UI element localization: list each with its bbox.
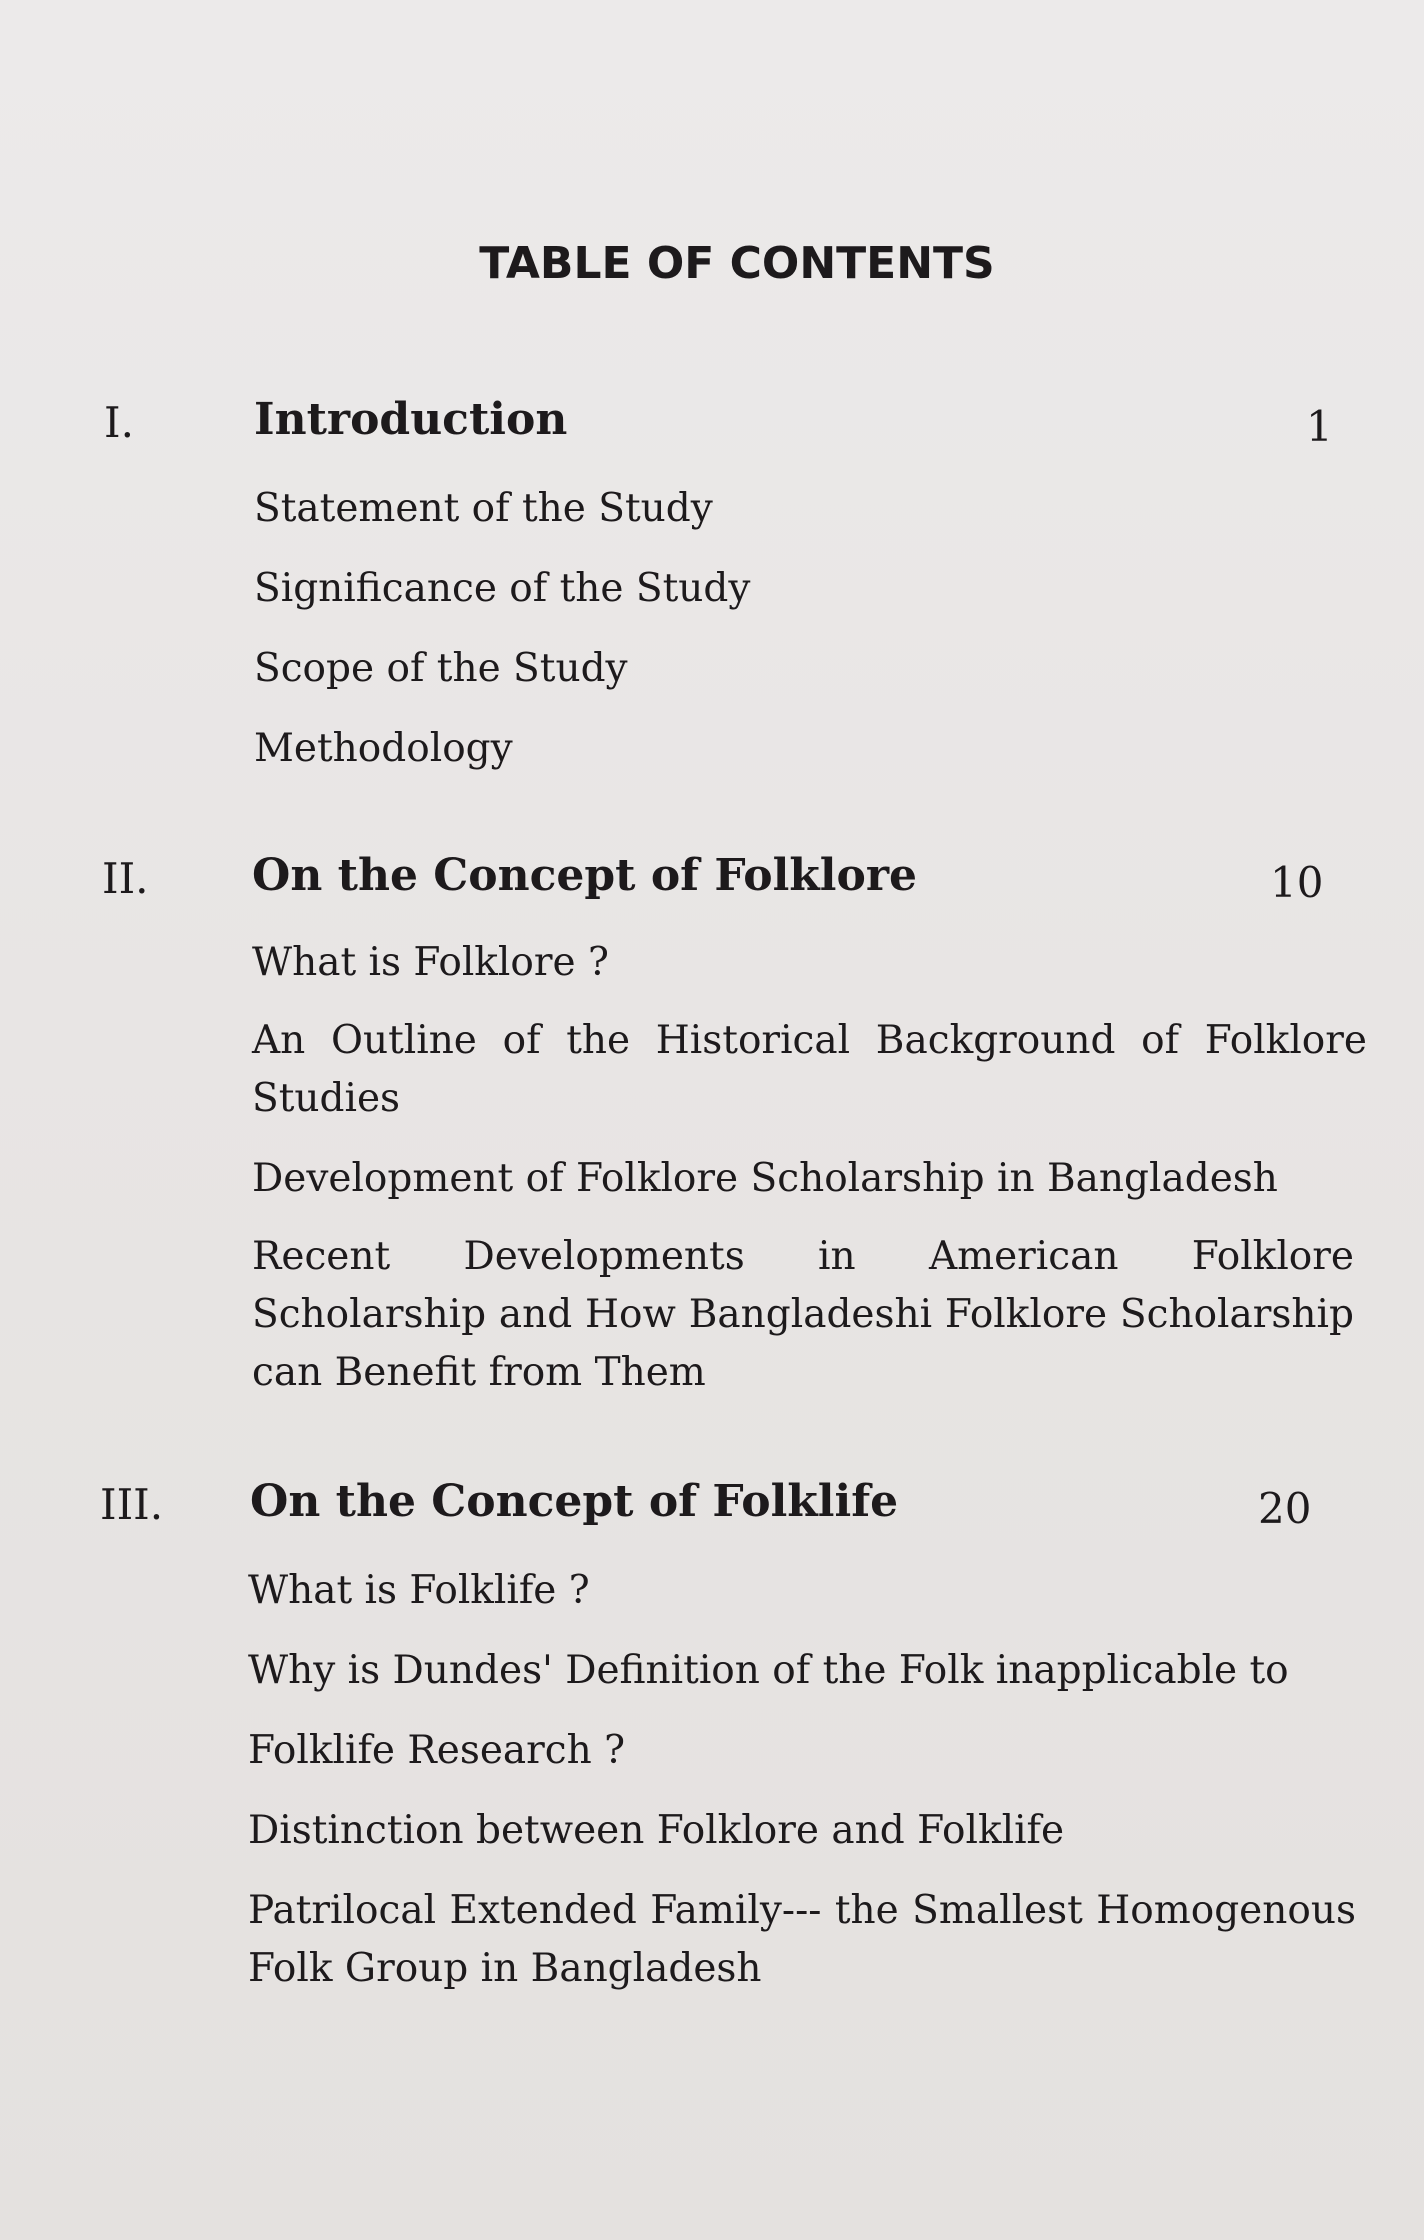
chapter-title: Introduction [254,394,568,445]
chapter-page-number: 1 [1306,402,1333,451]
toc-entry: Distinction between Folklore and Folklife [248,1808,1065,1853]
toc-entry: An Outline of the Historical Background of Folklore Studies [252,1018,1367,1121]
toc-entry: Folklife Research ? [248,1728,626,1773]
chapter-number: III. [100,1480,164,1529]
chapter-entries [252,934,1367,1402]
chapter-page-number: 20 [1258,1484,1312,1533]
chapter-title: On the Concept of Folklife [250,1476,899,1527]
toc-entry: Statement of the Study [254,486,713,531]
toc-entry: What is Folklore ? [252,940,609,985]
toc-entry: Scope of the Study [254,646,628,691]
toc-entry: Patrilocal Extended Family--- the Smallest Homogenous Folk Group in Bangladesh [248,1888,1356,1991]
toc-entry: Recent Developments in American Folklore Scholarship and How Bangladeshi Folklore Scholarship can Benefit from Them [252,1234,1354,1395]
toc-heading: TABLE OF CONTENTS [479,238,995,289]
toc-entry: What is Folklife ? [248,1568,590,1613]
chapter-number: II. [102,854,149,903]
chapter-entries [254,480,1254,778]
chapter-page-number: 10 [1270,858,1324,907]
toc-entry: Development of Folklore Scholarship in Bangladesh [252,1156,1278,1201]
toc-entry: Significance of the Study [254,566,751,611]
chapter-number: I. [104,398,134,447]
chapter-entries [248,1562,1360,1998]
toc-entry: Methodology [254,726,513,771]
toc-entry: Why is Dundes' Definition of the Folk inapplicable to [248,1648,1289,1693]
chapter-title: On the Concept of Folklore [252,850,918,901]
